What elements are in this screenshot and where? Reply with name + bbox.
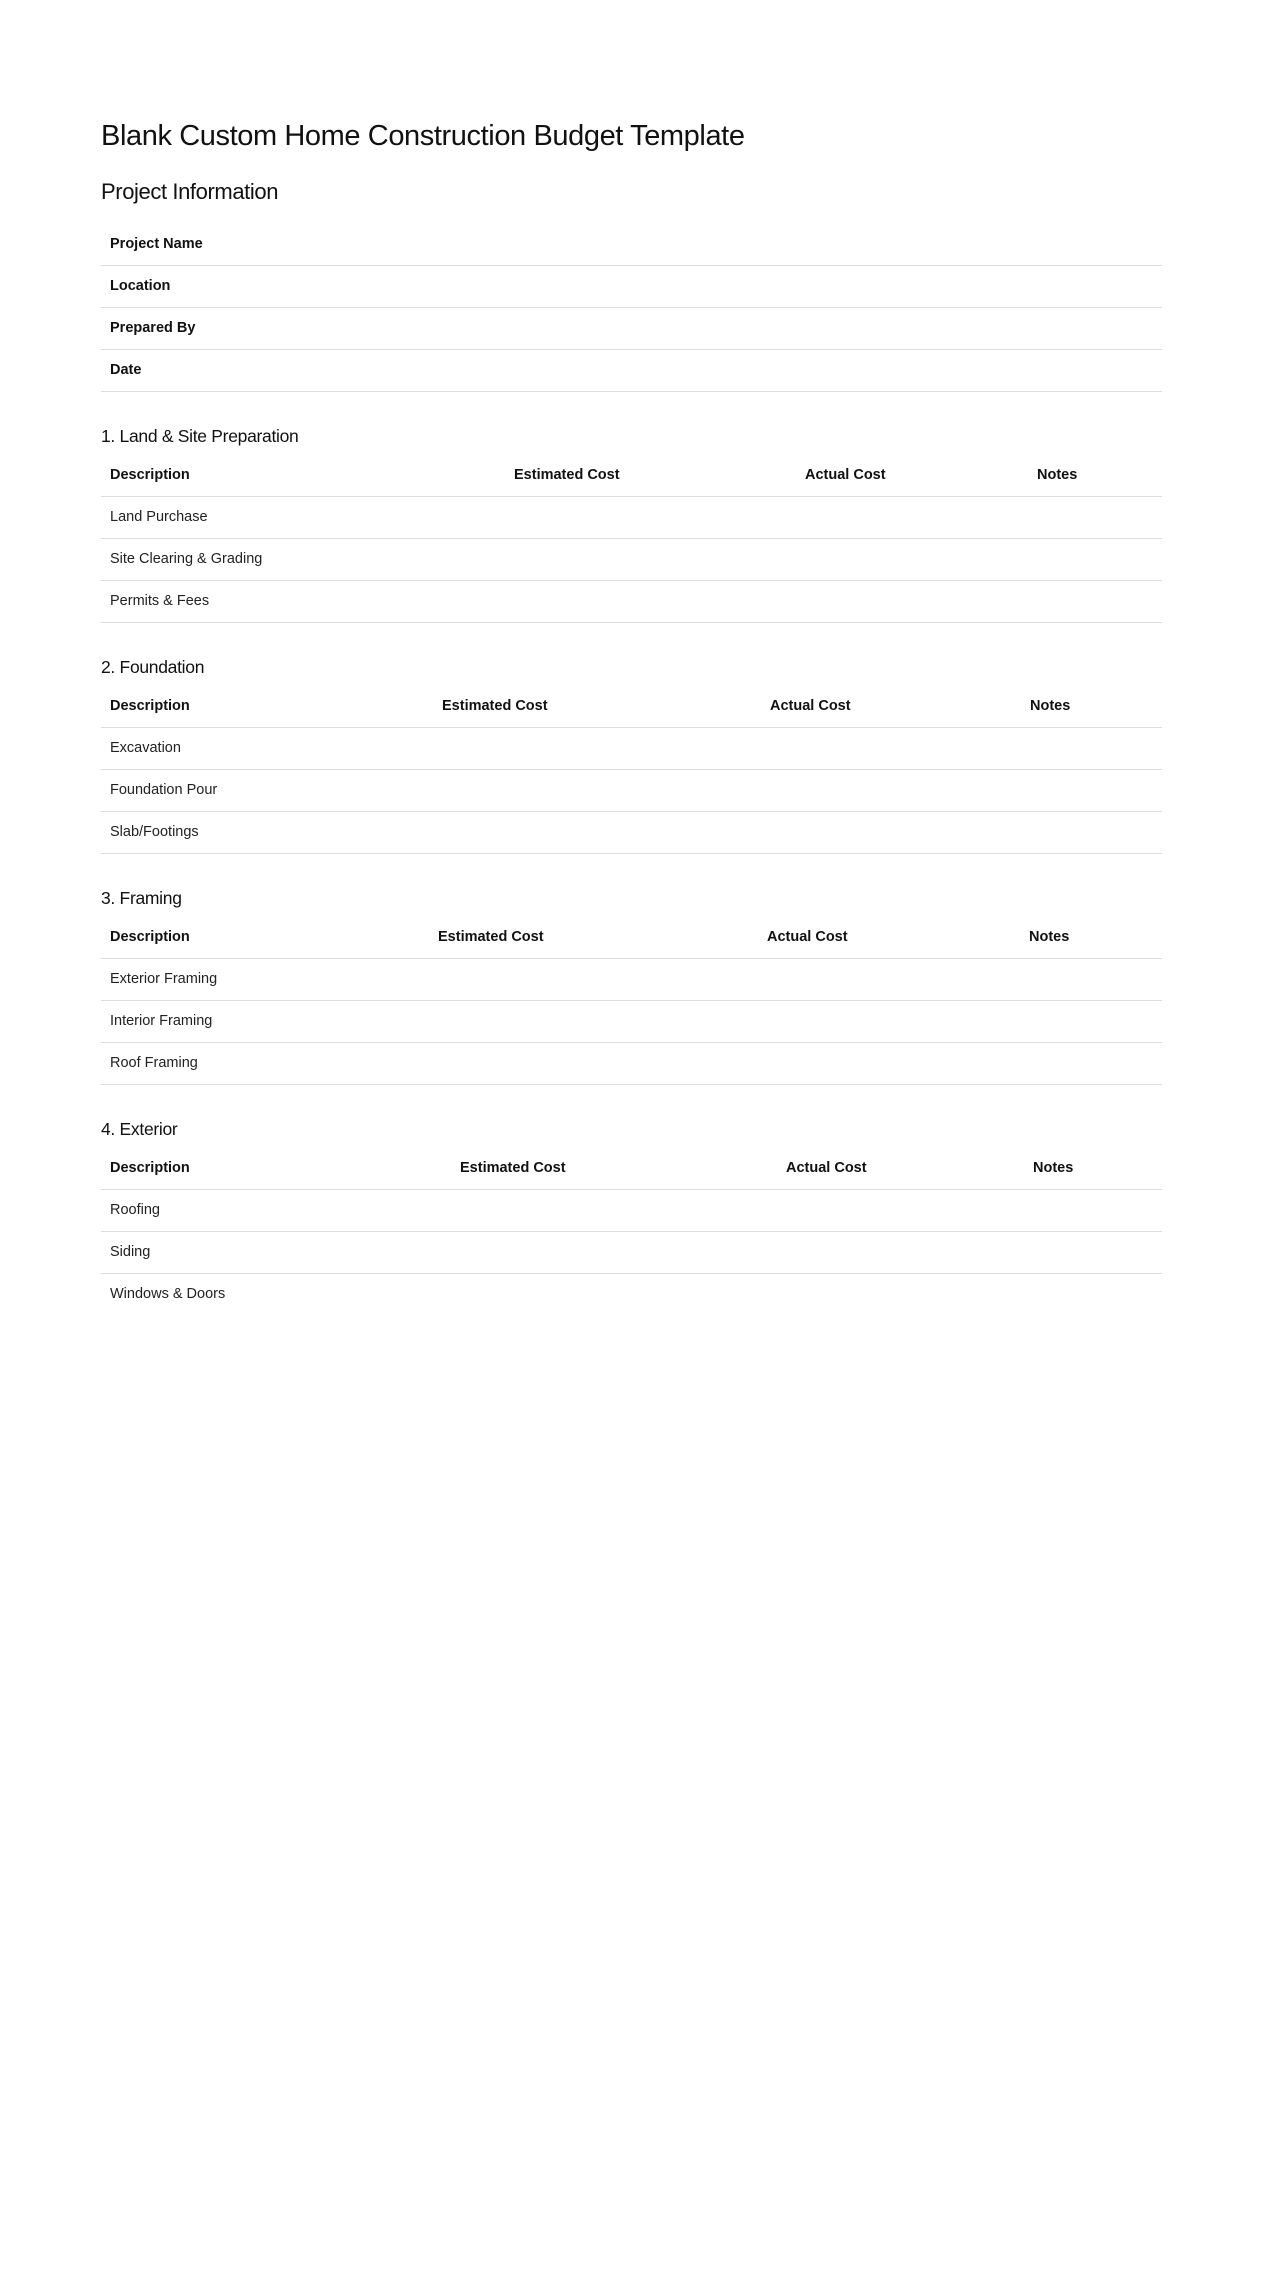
notes-cell[interactable]: [1021, 811, 1162, 853]
section-heading-foundation: 2. Foundation: [101, 657, 205, 677]
column-header-description: Description: [101, 916, 429, 958]
section-heading-exterior: 4. Exterior: [101, 1119, 178, 1139]
project-information-table: [101, 223, 1162, 392]
description-cell: Roofing: [101, 1189, 451, 1231]
description-cell: Permits & Fees: [101, 580, 505, 622]
notes-cell[interactable]: [1020, 958, 1162, 1000]
column-header-description: Description: [101, 685, 433, 727]
notes-cell[interactable]: [1020, 1000, 1162, 1042]
section-heading-land-site-preparation: 1. Land & Site Preparation: [101, 426, 299, 446]
actual-cost-cell[interactable]: [796, 580, 1028, 622]
description-cell: Land Purchase: [101, 496, 505, 538]
column-header-notes: Notes: [1028, 454, 1162, 496]
table-row: [101, 1189, 1162, 1231]
notes-cell[interactable]: [1028, 580, 1162, 622]
estimated-cost-cell[interactable]: [429, 1042, 758, 1084]
actual-cost-cell[interactable]: [761, 811, 1021, 853]
notes-cell[interactable]: [1021, 727, 1162, 769]
actual-cost-cell[interactable]: [761, 769, 1021, 811]
estimated-cost-cell[interactable]: [433, 811, 761, 853]
section-heading-framing: 3. Framing: [101, 888, 182, 908]
actual-cost-cell[interactable]: [758, 1042, 1020, 1084]
table-row: [101, 769, 1162, 811]
notes-cell[interactable]: [1028, 496, 1162, 538]
table-row: [101, 1273, 1162, 1298]
column-header-estimated-cost: Estimated Cost: [505, 454, 796, 496]
estimated-cost-cell[interactable]: [451, 1273, 777, 1298]
column-header-estimated-cost: Estimated Cost: [451, 1147, 777, 1189]
estimated-cost-cell[interactable]: [429, 1000, 758, 1042]
description-cell: Exterior Framing: [101, 958, 429, 1000]
table-row: [101, 1231, 1162, 1273]
actual-cost-cell[interactable]: [777, 1273, 1024, 1298]
actual-cost-cell[interactable]: [796, 538, 1028, 580]
prepared-by-field[interactable]: Prepared By: [101, 307, 1162, 349]
budget-table-land-site-preparation: [101, 454, 1162, 623]
column-header-description: Description: [101, 1147, 451, 1189]
description-cell: Excavation: [101, 727, 433, 769]
date-field[interactable]: Date: [101, 349, 1162, 391]
table-row: [101, 727, 1162, 769]
table-row: [101, 496, 1162, 538]
estimated-cost-cell[interactable]: [429, 958, 758, 1000]
actual-cost-cell[interactable]: [777, 1189, 1024, 1231]
info-row-location: [101, 265, 1162, 307]
column-header-actual-cost: Actual Cost: [777, 1147, 1024, 1189]
description-cell: Interior Framing: [101, 1000, 429, 1042]
estimated-cost-cell[interactable]: [433, 769, 761, 811]
estimated-cost-cell[interactable]: [451, 1231, 777, 1273]
description-cell: Foundation Pour: [101, 769, 433, 811]
estimated-cost-cell[interactable]: [433, 727, 761, 769]
budget-table-framing: [101, 916, 1162, 1085]
project-name-field[interactable]: Project Name: [101, 223, 1162, 265]
page-title: Blank Custom Home Construction Budget Template: [101, 120, 745, 152]
column-header-notes: Notes: [1024, 1147, 1162, 1189]
table-header-row: [101, 685, 1162, 727]
table-row: [101, 580, 1162, 622]
column-header-notes: Notes: [1021, 685, 1162, 727]
actual-cost-cell[interactable]: [777, 1231, 1024, 1273]
notes-cell[interactable]: [1024, 1273, 1162, 1298]
project-information-heading: Project Information: [101, 179, 279, 204]
column-header-description: Description: [101, 454, 505, 496]
table-row: [101, 811, 1162, 853]
actual-cost-cell[interactable]: [758, 1000, 1020, 1042]
table-header-row: [101, 1147, 1162, 1189]
actual-cost-cell[interactable]: [796, 496, 1028, 538]
notes-cell[interactable]: [1024, 1231, 1162, 1273]
description-cell: Slab/Footings: [101, 811, 433, 853]
location-field[interactable]: Location: [101, 265, 1162, 307]
column-header-actual-cost: Actual Cost: [796, 454, 1028, 496]
column-header-actual-cost: Actual Cost: [761, 685, 1021, 727]
actual-cost-cell[interactable]: [761, 727, 1021, 769]
notes-cell[interactable]: [1020, 1042, 1162, 1084]
info-row-date: [101, 349, 1162, 391]
table-row: [101, 1042, 1162, 1084]
budget-table-foundation: [101, 685, 1162, 854]
table-row: [101, 1000, 1162, 1042]
actual-cost-cell[interactable]: [758, 958, 1020, 1000]
info-row-project-name: [101, 223, 1162, 265]
estimated-cost-cell[interactable]: [505, 580, 796, 622]
notes-cell[interactable]: [1021, 769, 1162, 811]
column-header-estimated-cost: Estimated Cost: [433, 685, 761, 727]
table-row: [101, 958, 1162, 1000]
description-cell: Windows & Doors: [101, 1273, 451, 1298]
estimated-cost-cell[interactable]: [505, 538, 796, 580]
table-header-row: [101, 454, 1162, 496]
estimated-cost-cell[interactable]: [505, 496, 796, 538]
notes-cell[interactable]: [1024, 1189, 1162, 1231]
column-header-actual-cost: Actual Cost: [758, 916, 1020, 958]
table-row: [101, 538, 1162, 580]
column-header-notes: Notes: [1020, 916, 1162, 958]
description-cell: Siding: [101, 1231, 451, 1273]
table-header-row: [101, 916, 1162, 958]
budget-table-exterior: [101, 1147, 1162, 1298]
column-header-estimated-cost: Estimated Cost: [429, 916, 758, 958]
notes-cell[interactable]: [1028, 538, 1162, 580]
info-row-prepared-by: [101, 307, 1162, 349]
description-cell: Roof Framing: [101, 1042, 429, 1084]
description-cell: Site Clearing & Grading: [101, 538, 505, 580]
estimated-cost-cell[interactable]: [451, 1189, 777, 1231]
